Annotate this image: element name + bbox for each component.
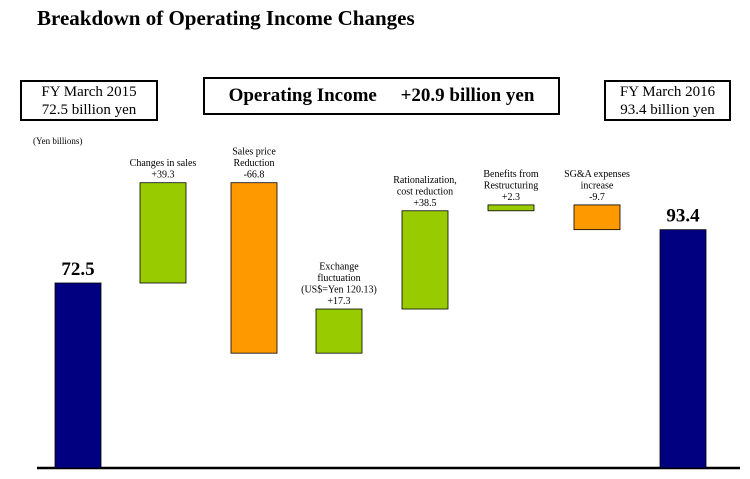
- delta-label: cost reduction: [396, 186, 454, 198]
- delta-label: Exchange: [319, 261, 359, 273]
- delta-bar: [140, 183, 186, 283]
- delta-bar: [574, 205, 620, 230]
- change-summary-label: Operating Income: [228, 85, 377, 106]
- delta-label: +39.3: [151, 169, 175, 181]
- delta-label: Sales price: [232, 146, 276, 158]
- chart-title: Breakdown of Operating Income Changes: [37, 6, 415, 30]
- delta-label: -9.7: [589, 191, 605, 203]
- delta-label: +2.3: [501, 191, 521, 203]
- delta-label: -66.8: [243, 169, 265, 181]
- start-period-label: FY March 2015: [41, 84, 137, 100]
- delta-label: fluctuation: [317, 273, 361, 285]
- delta-label: Reduction: [233, 158, 275, 170]
- delta-bar: [488, 205, 534, 211]
- end-amount-label: 93.4 billion yen: [620, 102, 715, 118]
- delta-label: Benefits from: [483, 168, 539, 180]
- delta-label: Restructuring: [483, 180, 539, 192]
- delta-label: +17.3: [327, 296, 351, 308]
- delta-label: Changes in sales: [129, 158, 197, 170]
- delta-label: SG&A expenses: [564, 168, 630, 180]
- delta-bar: [402, 211, 448, 309]
- total-bar: [55, 283, 101, 468]
- delta-bar: [231, 183, 277, 353]
- total-bar: [660, 230, 706, 468]
- total-value-label: 72.5: [61, 259, 95, 280]
- end-period-label: FY March 2016: [619, 84, 716, 100]
- change-summary-value: +20.9 billion yen: [400, 85, 535, 106]
- delta-label: Rationalization,: [393, 174, 457, 186]
- start-amount-label: 72.5 billion yen: [41, 102, 137, 118]
- unit-label: (Yen billions): [33, 136, 83, 146]
- delta-bar: [316, 309, 362, 353]
- total-value-label: 93.4: [666, 205, 700, 227]
- delta-label: increase: [580, 180, 614, 192]
- delta-label: +38.5: [413, 197, 437, 209]
- delta-label: (US$=Yen 120.13): [301, 284, 377, 296]
